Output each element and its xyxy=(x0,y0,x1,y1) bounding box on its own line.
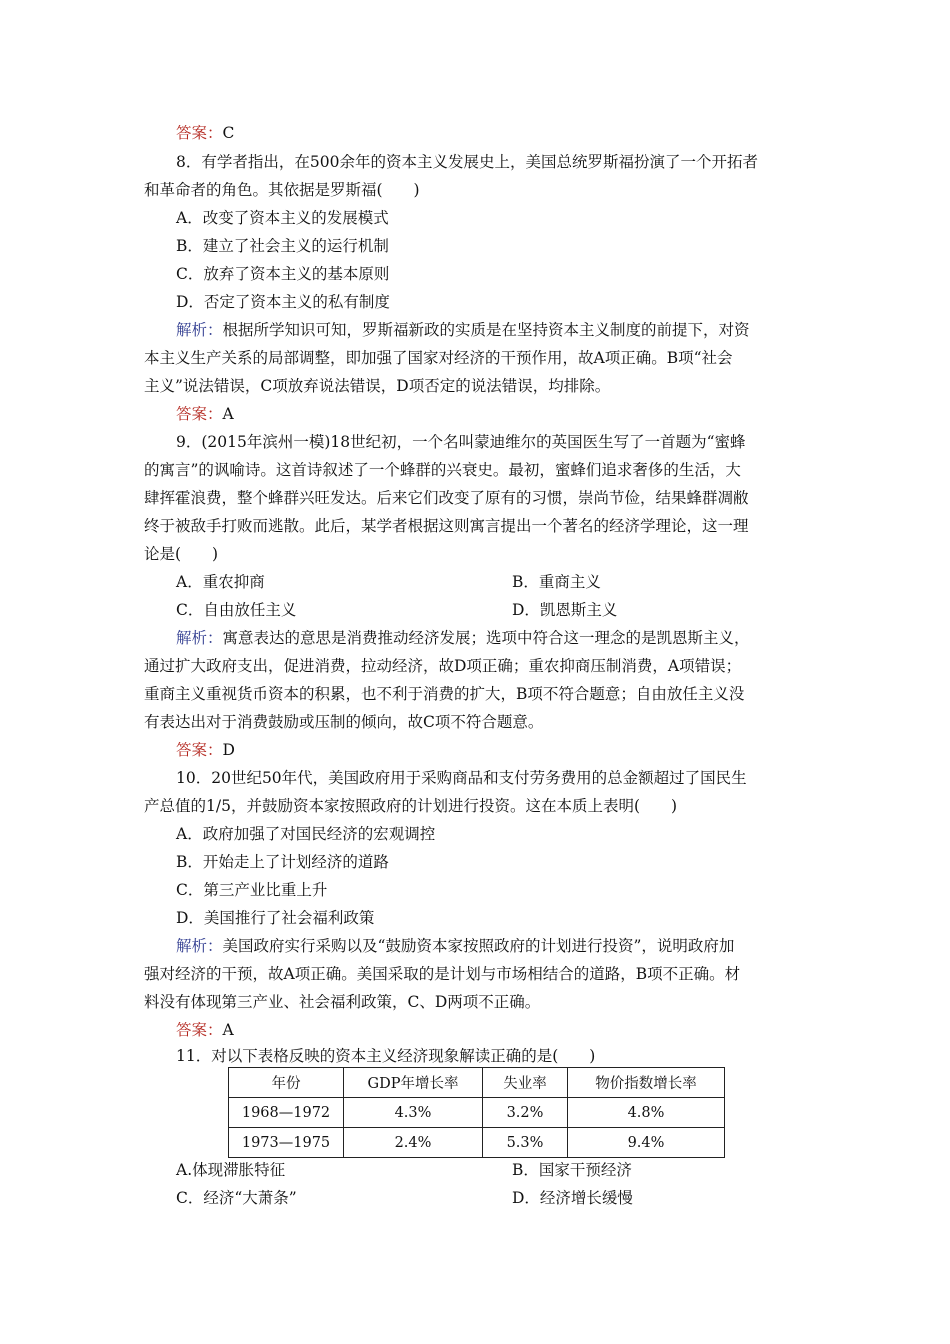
q9-option-c: C．自由放任主义 xyxy=(176,601,297,619)
table-cell: 2.4% xyxy=(344,1128,483,1158)
q8-analysis-line-1 xyxy=(176,320,750,340)
table-cell: 1973—1975 xyxy=(229,1128,344,1158)
q11-option-d: D．经济增长缓慢 xyxy=(512,1189,633,1207)
table-header: 年份 xyxy=(229,1068,344,1098)
q9-option-a: A．重农抑商 xyxy=(176,573,265,591)
q8-stem-line-1: 8．有学者指出，在500余年的资本主义发展史上，美国总统罗斯福扮演了一个开拓者 xyxy=(176,153,758,171)
table-cell: 5.3% xyxy=(483,1128,568,1158)
q9-stem-line-4: 终于被敌手打败而逃散。此后，某学者根据这则寓言提出一个著名的经济学理论，这一理 xyxy=(144,517,749,535)
table-cell: 4.8% xyxy=(568,1098,725,1128)
analysis-label: 解析： xyxy=(176,629,223,647)
q10-stem-line-2: 产总值的1/5，并鼓励资本家按照政府的计划进行投资。这在本质上表明( ) xyxy=(144,797,678,815)
q11-option-a: A.体现滞胀特征 xyxy=(176,1161,286,1179)
q9-option-b: B．重商主义 xyxy=(512,573,601,591)
q10-analysis-line-2: 强对经济的干预，故A项正确。美国采取的是计划与市场相结合的道路，B项不正确。材 xyxy=(144,965,741,983)
answer-value: D xyxy=(222,741,235,759)
q8-option-c: C．放弃了资本主义的基本原则 xyxy=(176,265,390,283)
q7-answer xyxy=(176,123,234,143)
q8-stem-line-2: 和革命者的角色。其依据是罗斯福( ) xyxy=(144,181,420,199)
table-cell: 4.3% xyxy=(344,1098,483,1128)
analysis-text: 根据所学知识可知，罗斯福新政的实质是在坚持资本主义制度的前提下，对资 xyxy=(222,321,750,339)
q9-stem-line-2: 的寓言”的讽喻诗。这首诗叙述了一个蜂群的兴衰史。最初，蜜蜂们追求奢侈的生活，大 xyxy=(144,461,741,479)
q10-answer xyxy=(176,1020,234,1040)
q9-analysis-line-1 xyxy=(176,628,750,648)
q10-stem-line-1: 10．20世纪50年代，美国政府用于采购商品和支付劳务费用的总金额超过了国民生 xyxy=(176,769,747,787)
q10-analysis-line-3: 料没有体现第三产业、社会福利政策，C、D两项不正确。 xyxy=(144,993,541,1011)
q10-option-a: A．政府加强了对国民经济的宏观调控 xyxy=(176,825,436,843)
answer-label: 答案： xyxy=(176,1021,223,1039)
analysis-text: 寓意表达的意思是消费推动经济发展；选项中符合这一理念的是凯恩斯主义， xyxy=(222,629,750,647)
analysis-label: 解析： xyxy=(176,937,223,955)
q9-stem-line-5: 论是( ) xyxy=(144,545,219,563)
table-cell: 9.4% xyxy=(568,1128,725,1158)
table-row xyxy=(229,1098,725,1128)
q8-option-d: D．否定了资本主义的私有制度 xyxy=(176,293,390,311)
q10-analysis-line-1 xyxy=(176,936,734,956)
q8-answer xyxy=(176,404,234,424)
q11-stem: 11．对以下表格反映的资本主义经济现象解读正确的是( ) xyxy=(176,1047,596,1065)
q10-option-b: B．开始走上了计划经济的道路 xyxy=(176,853,389,871)
table-row xyxy=(229,1128,725,1158)
q9-analysis-line-4: 有表达出对于消费鼓励或压制的倾向，故C项不符合题意。 xyxy=(144,713,544,731)
table-cell: 1968—1972 xyxy=(229,1098,344,1128)
q9-analysis-line-3: 重商主义重视货币资本的积累，也不利于消费的扩大，B项不符合题意；自由放任主义没 xyxy=(144,685,745,703)
answer-value: A xyxy=(222,1021,234,1039)
q9-stem-line-3: 肆挥霍浪费，整个蜂群兴旺发达。后来它们改变了原有的习惯，崇尚节俭，结果蜂群凋敝 xyxy=(144,489,749,507)
analysis-label: 解析： xyxy=(176,321,223,339)
q8-option-b: B．建立了社会主义的运行机制 xyxy=(176,237,389,255)
answer-value: A xyxy=(222,405,234,423)
table-cell: 3.2% xyxy=(483,1098,568,1128)
table-header-row xyxy=(229,1068,725,1098)
table-header: GDP年增长率 xyxy=(344,1068,483,1098)
q11-option-c: C．经济“大萧条” xyxy=(176,1189,297,1207)
q8-analysis-line-2: 本主义生产关系的局部调整，即加强了国家对经济的干预作用，故A项正确。B项“社会 xyxy=(144,349,733,367)
economic-data-table xyxy=(228,1067,725,1158)
answer-label: 答案： xyxy=(176,124,223,142)
answer-value: C xyxy=(222,124,235,142)
analysis-text: 美国政府实行采购以及“鼓励资本家按照政府的计划进行投资”，说明政府加 xyxy=(222,937,735,955)
table-header: 物价指数增长率 xyxy=(568,1068,725,1098)
table-header: 失业率 xyxy=(483,1068,568,1098)
q9-option-d: D．凯恩斯主义 xyxy=(512,601,618,619)
q10-option-c: C．第三产业比重上升 xyxy=(176,881,328,899)
q11-option-b: B．国家干预经济 xyxy=(512,1161,632,1179)
q8-analysis-line-3: 主义”说法错误，C项放弃说法错误，D项否定的说法错误，均排除。 xyxy=(144,377,611,395)
q8-option-a: A．改变了资本主义的发展模式 xyxy=(176,209,389,227)
q9-analysis-line-2: 通过扩大政府支出，促进消费，拉动经济，故D项正确；重农抑商压制消费，A项错误； xyxy=(144,657,742,675)
answer-label: 答案： xyxy=(176,405,223,423)
q10-option-d: D．美国推行了社会福利政策 xyxy=(176,909,375,927)
answer-label: 答案： xyxy=(176,741,223,759)
q9-stem-line-1: 9．(2015年滨州一模)18世纪初，一个名叫蒙迪维尔的英国医生写了一首题为“蜜蜂 xyxy=(176,433,746,451)
q9-answer xyxy=(176,740,235,760)
